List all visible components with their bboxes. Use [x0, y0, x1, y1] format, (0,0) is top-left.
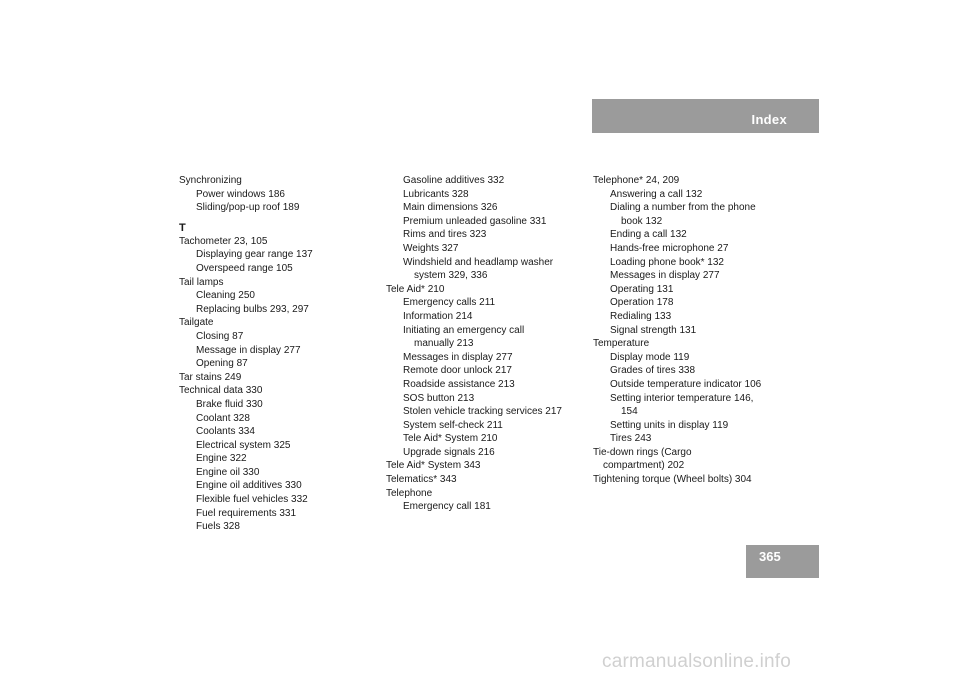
index-subentry-continuation: manually 213 — [414, 338, 474, 350]
index-entry: Telephone — [386, 487, 433, 499]
index-subentry: Replacing bulbs 293, 297 — [196, 303, 309, 315]
index-subentry: Emergency calls 211 — [403, 297, 496, 309]
index-subentry: SOS button 213 — [403, 392, 475, 404]
index-subentry: Overspeed range 105 — [196, 262, 293, 274]
index-subentry: Outside temperature indicator 106 — [610, 378, 762, 390]
index-subentry: Upgrade signals 216 — [403, 446, 495, 458]
index-subentry: Fuel requirements 331 — [196, 507, 297, 519]
index-subentry: Windshield and headlamp washer — [403, 256, 554, 268]
index-subentry: Signal strength 131 — [610, 324, 697, 336]
index-subentry: Grades of tires 338 — [610, 365, 696, 377]
index-entry: Technical data 330 — [179, 385, 263, 397]
index-subentry: Gasoline additives 332 — [403, 175, 505, 186]
index-subentry: Setting interior temperature 146, — [610, 392, 754, 404]
index-subentry: Engine oil 330 — [196, 466, 260, 478]
index-subentry: Display mode 119 — [610, 351, 690, 363]
index-subentry: Ending a call 132 — [610, 229, 687, 241]
index-subentry: Tele Aid* System 210 — [403, 433, 498, 445]
index-subentry: Flexible fuel vehicles 332 — [196, 494, 308, 506]
index-subentry: Dialing a number from the phone — [610, 202, 756, 214]
index-subentry: Initiating an emergency call — [403, 324, 525, 336]
section-letter: T — [179, 221, 186, 234]
index-subentry: Operating 131 — [610, 283, 674, 295]
index-subentry: Fuels 328 — [196, 521, 240, 533]
index-entry: Tail lamps — [179, 276, 224, 288]
index-subentry: Message in display 277 — [196, 344, 301, 356]
index-subentry: Brake fluid 330 — [196, 398, 263, 410]
index-subentry: Emergency call 181 — [403, 501, 491, 513]
index-subentry-continuation: system 329, 336 — [414, 270, 488, 282]
header-tab — [592, 99, 819, 133]
page-number-box — [746, 545, 819, 578]
index-subentry: Closing 87 — [196, 330, 244, 342]
index-entry: Synchronizing — [179, 175, 242, 186]
index-entry: Tightening torque (Wheel bolts) 304 — [593, 474, 752, 486]
index-subentry: Rims and tires 323 — [403, 229, 487, 241]
index-subentry: Lubricants 328 — [403, 188, 469, 200]
index-subentry-continuation: book 132 — [621, 215, 663, 227]
index-subentry: Power windows 186 — [196, 188, 285, 200]
index-subentry: Sliding/pop-up roof 189 — [196, 202, 300, 214]
index-subentry: Hands-free microphone 27 — [610, 242, 729, 254]
page-title: Index — [751, 112, 787, 127]
index-subentry: Main dimensions 326 — [403, 202, 498, 214]
index-subentry: Displaying gear range 137 — [196, 249, 313, 261]
page-number: 365 — [759, 549, 781, 564]
index-subentry: Messages in display 277 — [610, 270, 720, 282]
index-entry: Tele Aid* 210 — [386, 283, 445, 295]
index-subentry-continuation: 154 — [621, 406, 638, 418]
index-subentry: Messages in display 277 — [403, 351, 513, 363]
index-subentry: Tires 243 — [610, 433, 652, 445]
index-subentry: Weights 327 — [403, 242, 459, 254]
index-subentry: Operation 178 — [610, 297, 674, 309]
index-subentry: Remote door unlock 217 — [403, 365, 512, 377]
index-column-3 — [593, 174, 793, 487]
index-subentry: Roadside assistance 213 — [403, 378, 515, 390]
index-subentry: Setting units in display 119 — [610, 419, 729, 431]
index-subentry: Information 214 — [403, 310, 473, 322]
index-subentry: Cleaning 250 — [196, 290, 255, 302]
index-entry: Telematics* 343 — [386, 474, 457, 486]
index-subentry: Coolants 334 — [196, 426, 255, 438]
index-subentry: System self-check 211 — [403, 419, 503, 431]
index-subentry: Engine 322 — [196, 453, 247, 465]
index-subentry: Opening 87 — [196, 358, 248, 370]
index-entry: Tar stains 249 — [179, 371, 242, 383]
index-entry: Telephone* 24, 209 — [593, 175, 680, 186]
index-entry: Tele Aid* System 343 — [386, 460, 481, 472]
index-subentry: Premium unleaded gasoline 331 — [403, 215, 547, 227]
index-entry: Tachometer 23, 105 — [179, 235, 268, 247]
index-entry: Tie-down rings (Cargo — [593, 446, 692, 458]
index-subentry: Electrical system 325 — [196, 439, 291, 451]
index-subentry: Coolant 328 — [196, 412, 250, 424]
index-subentry: Answering a call 132 — [610, 188, 703, 200]
index-entry-continuation: compartment) 202 — [603, 460, 685, 472]
index-column-1 — [179, 174, 379, 534]
index-subentry: Redialing 133 — [610, 310, 672, 322]
index-entry: Temperature — [593, 338, 650, 350]
watermark: carmanualsonline.info — [602, 651, 792, 672]
index-subentry: Engine oil additives 330 — [196, 480, 302, 492]
index-entry: Tailgate — [179, 317, 214, 329]
index-subentry: Loading phone book* 132 — [610, 256, 724, 268]
index-subentry: Stolen vehicle tracking services 217 — [403, 406, 562, 418]
index-column-2 — [386, 174, 586, 514]
